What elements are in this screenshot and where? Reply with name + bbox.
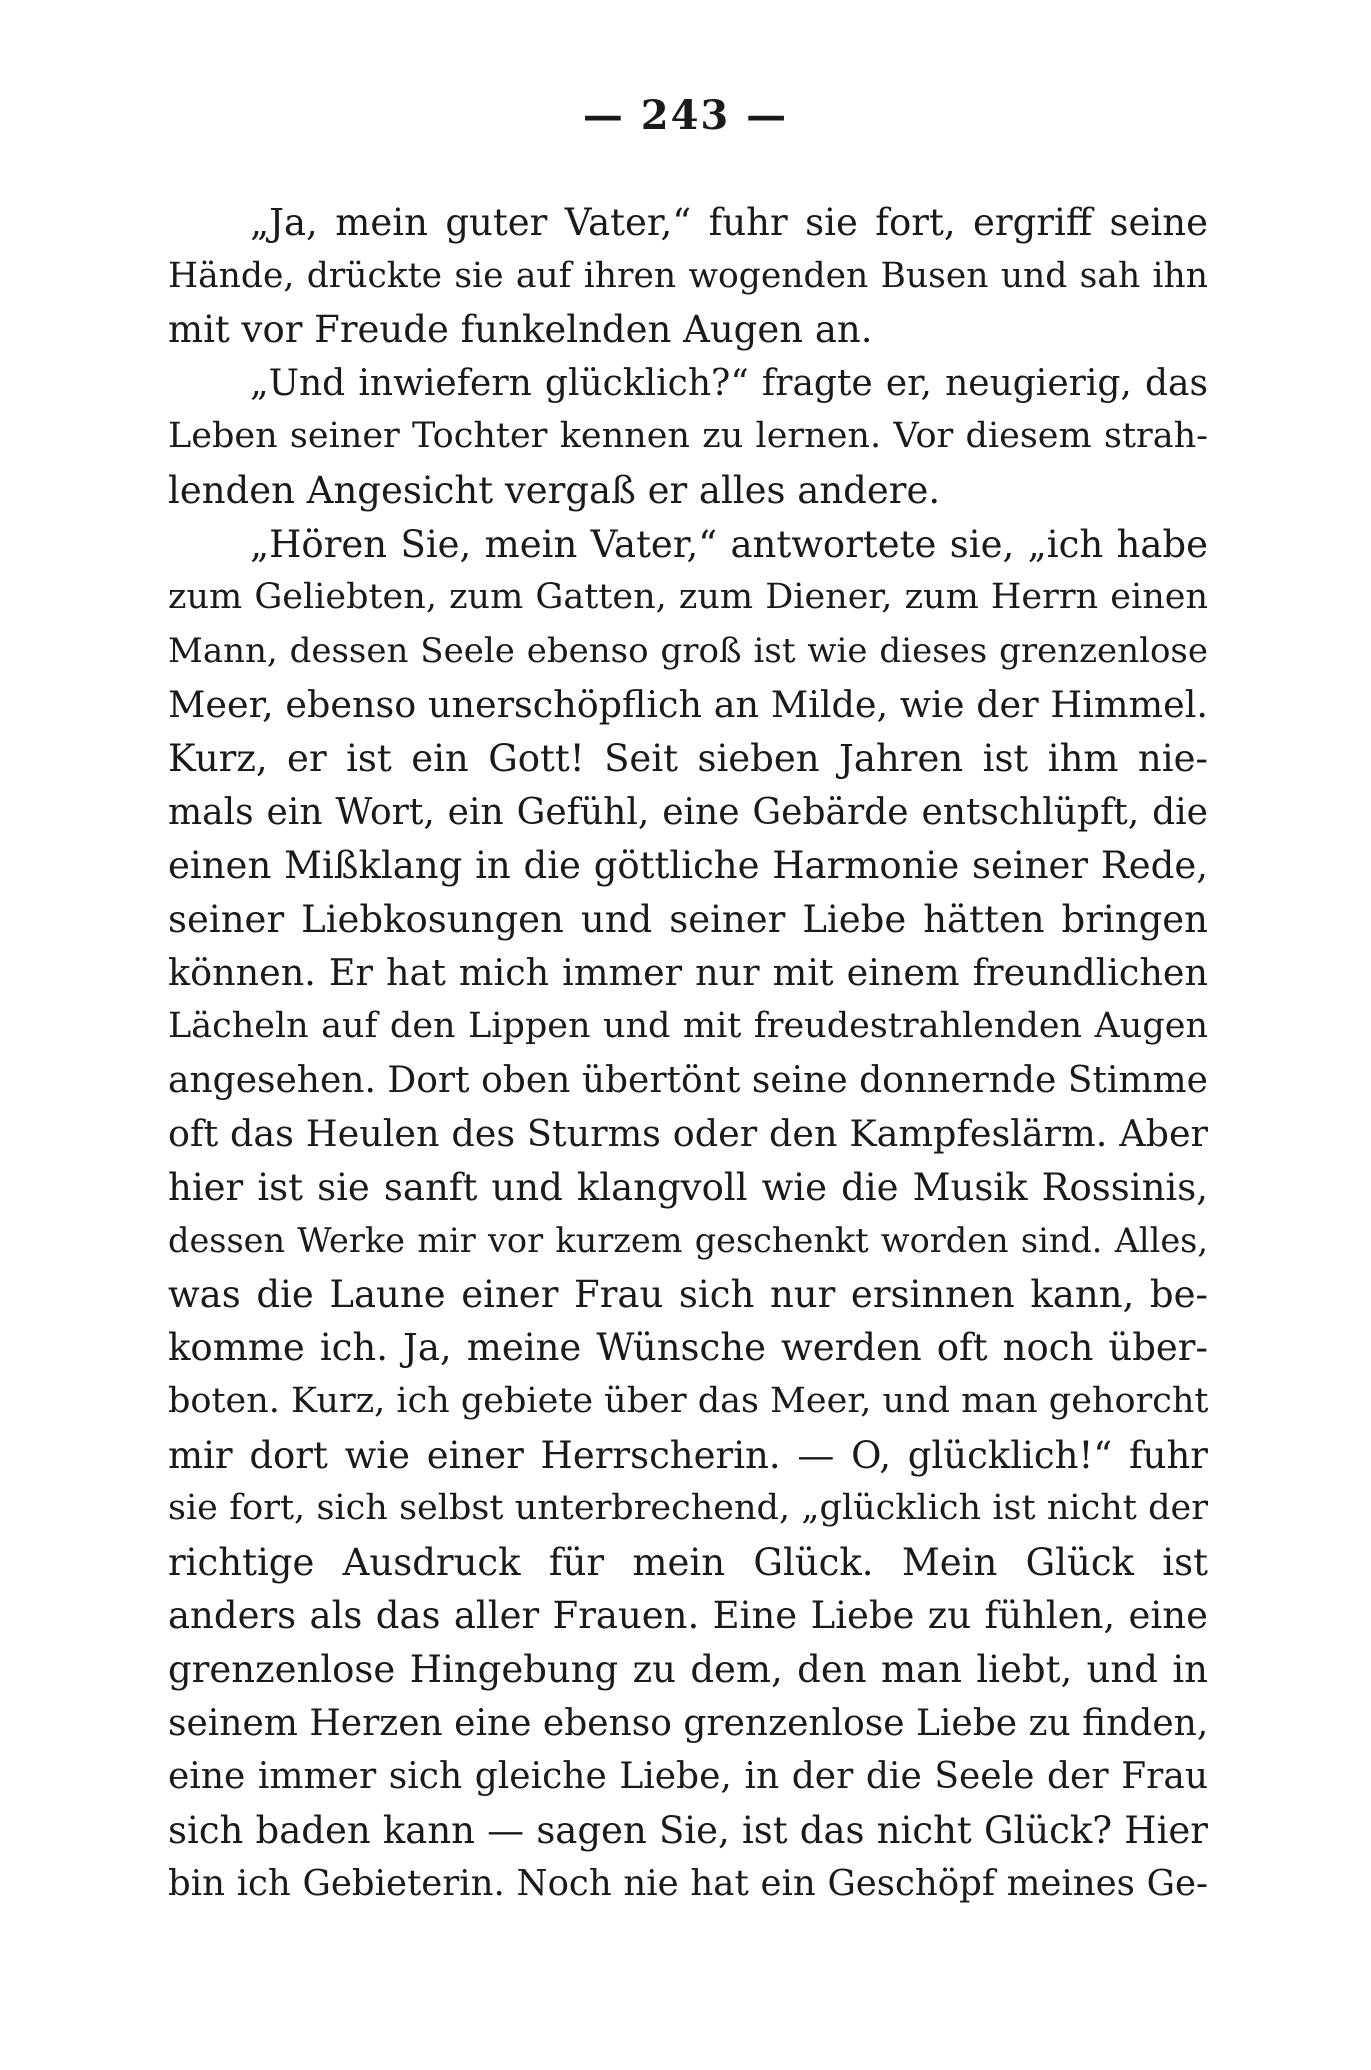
text-line: oft das Heulen des Sturms oder den Kampfeslärm. Aber [168,1112,1208,1156]
text-line: Kurz, er ist ein Gott! Seit sieben Jahren ist ihm nie- [168,736,1208,780]
text-line: was die Laune einer Frau sich nur ersinnen kann, be- [168,1272,1208,1316]
text-line: „Hören Sie, mein Vater,“ antwortete sie, „ich habe [250,522,1208,566]
text-line: Hände, drückte sie auf ihren wogenden Busen und sah ihn [168,255,1208,296]
text-line: seinem Herzen eine ebenso grenzenlose Liebe zu finden, [168,1702,1209,1744]
text-line: zum Geliebten, zum Gatten, zum Diener, zum Herrn einen [168,577,1208,618]
text-line: Lächeln auf den Lippen und mit freudestrahlenden Augen [168,1005,1208,1046]
text-line: Leben seiner Tochter kennen zu lernen. Vor diesem strah- [168,416,1208,457]
page-number: — 243 — [582,92,789,139]
text-line: grenzenlose Hingebung zu dem, den man liebt, und in [168,1648,1208,1692]
text-line: richtige Ausdruck für mein Glück. Mein Glück ist [168,1540,1208,1584]
text-line: mals ein Wort, ein Gefühl, eine Gebärde entschlüpft, die [168,791,1208,833]
text-line: bin ich Gebieterin. Noch nie hat ein Geschöpf meines Ge- [168,1863,1208,1905]
text-line: Mann, dessen Seele ebenso groß ist wie dieses grenzenlose [168,630,1208,671]
text-line: angesehen. Dort oben übertönt seine donnernde Stimme [168,1059,1208,1101]
text-line: sie fort, sich selbst unterbrechend, „glücklich ist nicht der [168,1488,1208,1529]
text-line: Meer, ebenso unerschöpflich an Milde, wie der Himmel. [168,683,1208,727]
text-line: sich baden kann — sagen Sie, ist das nicht Glück? Hier [168,1808,1208,1852]
text-line: mir dort wie einer Herrscherin. — O, glücklich!“ fuhr [168,1433,1208,1477]
text-line: „Und inwiefern glücklich?“ fragte er, neugierig, das [250,362,1208,404]
text-line: boten. Kurz, ich gebiete über das Meer, und man gehorcht [168,1381,1209,1422]
text-line: mit vor Freude funkelnden Augen an. [168,308,873,352]
text-line: einen Mißklang in die göttliche Harmonie seiner Rede, [168,844,1208,888]
text-line: „Ja, mein guter Vater,“ fuhr sie fort, ergriff seine [250,201,1208,244]
text-line: dessen Werke mir vor kurzem geschenkt worden sind. Alles, [168,1221,1208,1261]
text-line: eine immer sich gleiche Liebe, in der die Seele der Frau [168,1756,1208,1798]
text-line: seiner Liebkosungen und seiner Liebe hätten bringen [168,897,1208,941]
text-line: können. Er hat mich immer nur mit einem freundlichen [168,951,1208,995]
text-line: anders als das aller Frauen. Eine Liebe zu fühlen, eine [168,1594,1208,1638]
text-line: lenden Angesicht vergaß er alles andere. [168,468,941,512]
text-line: hier ist sie sanft und klangvoll wie die Musik Rossinis, [168,1165,1208,1209]
text-line: komme ich. Ja, meine Wünsche werden oft noch über- [168,1326,1208,1370]
body-text [168,196,1208,1911]
